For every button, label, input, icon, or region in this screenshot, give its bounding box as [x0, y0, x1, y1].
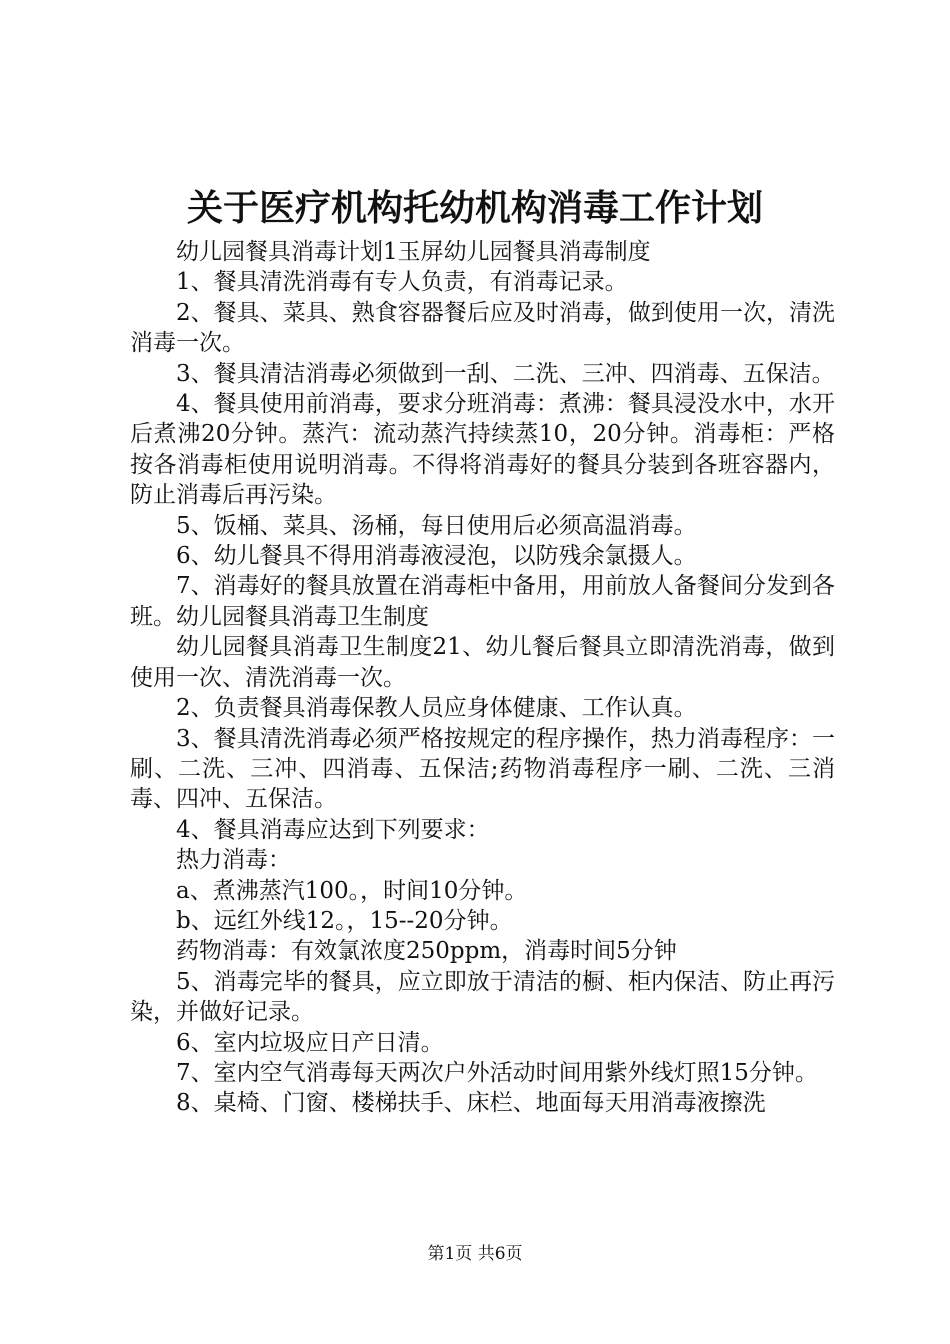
paragraph: 7、室内空气消毒每天两次户外活动时间用紫外线灯照15分钟。 — [176, 1059, 818, 1086]
paragraph: 药物消毒：有效氯浓度250ppm，消毒时间5分钟 — [176, 938, 677, 965]
paragraph: 6、室内垃圾应日产日清。 — [176, 1029, 444, 1056]
paragraph: a、煮沸蒸汽100。，时间10分钟。 — [176, 877, 528, 904]
page-footer: 第1页 共6页 — [427, 1244, 523, 1264]
paragraph: 2、餐具、菜具、熟食容器餐后应及时消毒，做到使用一次，清洗消毒一次。 — [130, 299, 835, 357]
paragraph: 5、消毒完毕的餐具，应立即放于清洁的橱、柜内保洁、防止再污染，并做好记录。 — [130, 968, 835, 1026]
paragraph: 4、餐具消毒应达到下列要求： — [176, 816, 490, 843]
paragraph: 1、餐具清洗消毒有专人负责，有消毒记录。 — [176, 269, 628, 296]
paragraph: 8、桌椅、门窗、楼梯扶手、床栏、地面每天用消毒液擦洗 — [176, 1090, 766, 1117]
document-body — [130, 237, 835, 1119]
paragraph: 3、餐具清洁消毒必须做到一刮、二洗、三冲、四消毒、五保洁。 — [176, 360, 835, 387]
paragraph: 2、负责餐具消毒保教人员应身体健康、工作认真。 — [176, 695, 697, 722]
paragraph: b、远红外线12。，15--20分钟。 — [176, 907, 513, 934]
paragraph: 幼儿园餐具消毒计划1玉屏幼儿园餐具消毒制度 — [176, 239, 651, 265]
paragraph: 5、饭桶、菜具、汤桶，每日使用后必须高温消毒。 — [176, 512, 697, 539]
paragraph: 4、餐具使用前消毒，要求分班消毒：煮沸：餐具浸没水中，水开后煮沸20分钟。蒸汽：流动蒸汽持续蒸10，20分钟。消毒柜：严格按各消毒柜使用说明消毒。不得将消毒好的餐具分装到各班容器内，防止消毒后再污染。 — [130, 391, 835, 509]
paragraph: 7、消毒好的餐具放置在消毒柜中备用，用前放人备餐间分发到各班。幼儿园餐具消毒卫生制度 — [130, 573, 835, 630]
paragraph: 3、餐具清洗消毒必须严格按规定的程序操作，热力消毒程序：一刷、二洗、三冲、四消毒、五保洁;药物消毒程序一刷、二洗、三消毒、四冲、五保洁。 — [130, 725, 835, 813]
paragraph: 幼儿园餐具消毒卫生制度21、幼儿餐后餐具立即清洗消毒，做到使用一次、清洗消毒一次。 — [130, 634, 835, 691]
paragraph: 热力消毒： — [176, 847, 291, 874]
paragraph: 6、幼儿餐具不得用消毒液浸泡，以防残余氯摄人。 — [176, 543, 697, 570]
document-title: 关于医疗机构托幼机构消毒工作计划 — [186, 187, 763, 229]
